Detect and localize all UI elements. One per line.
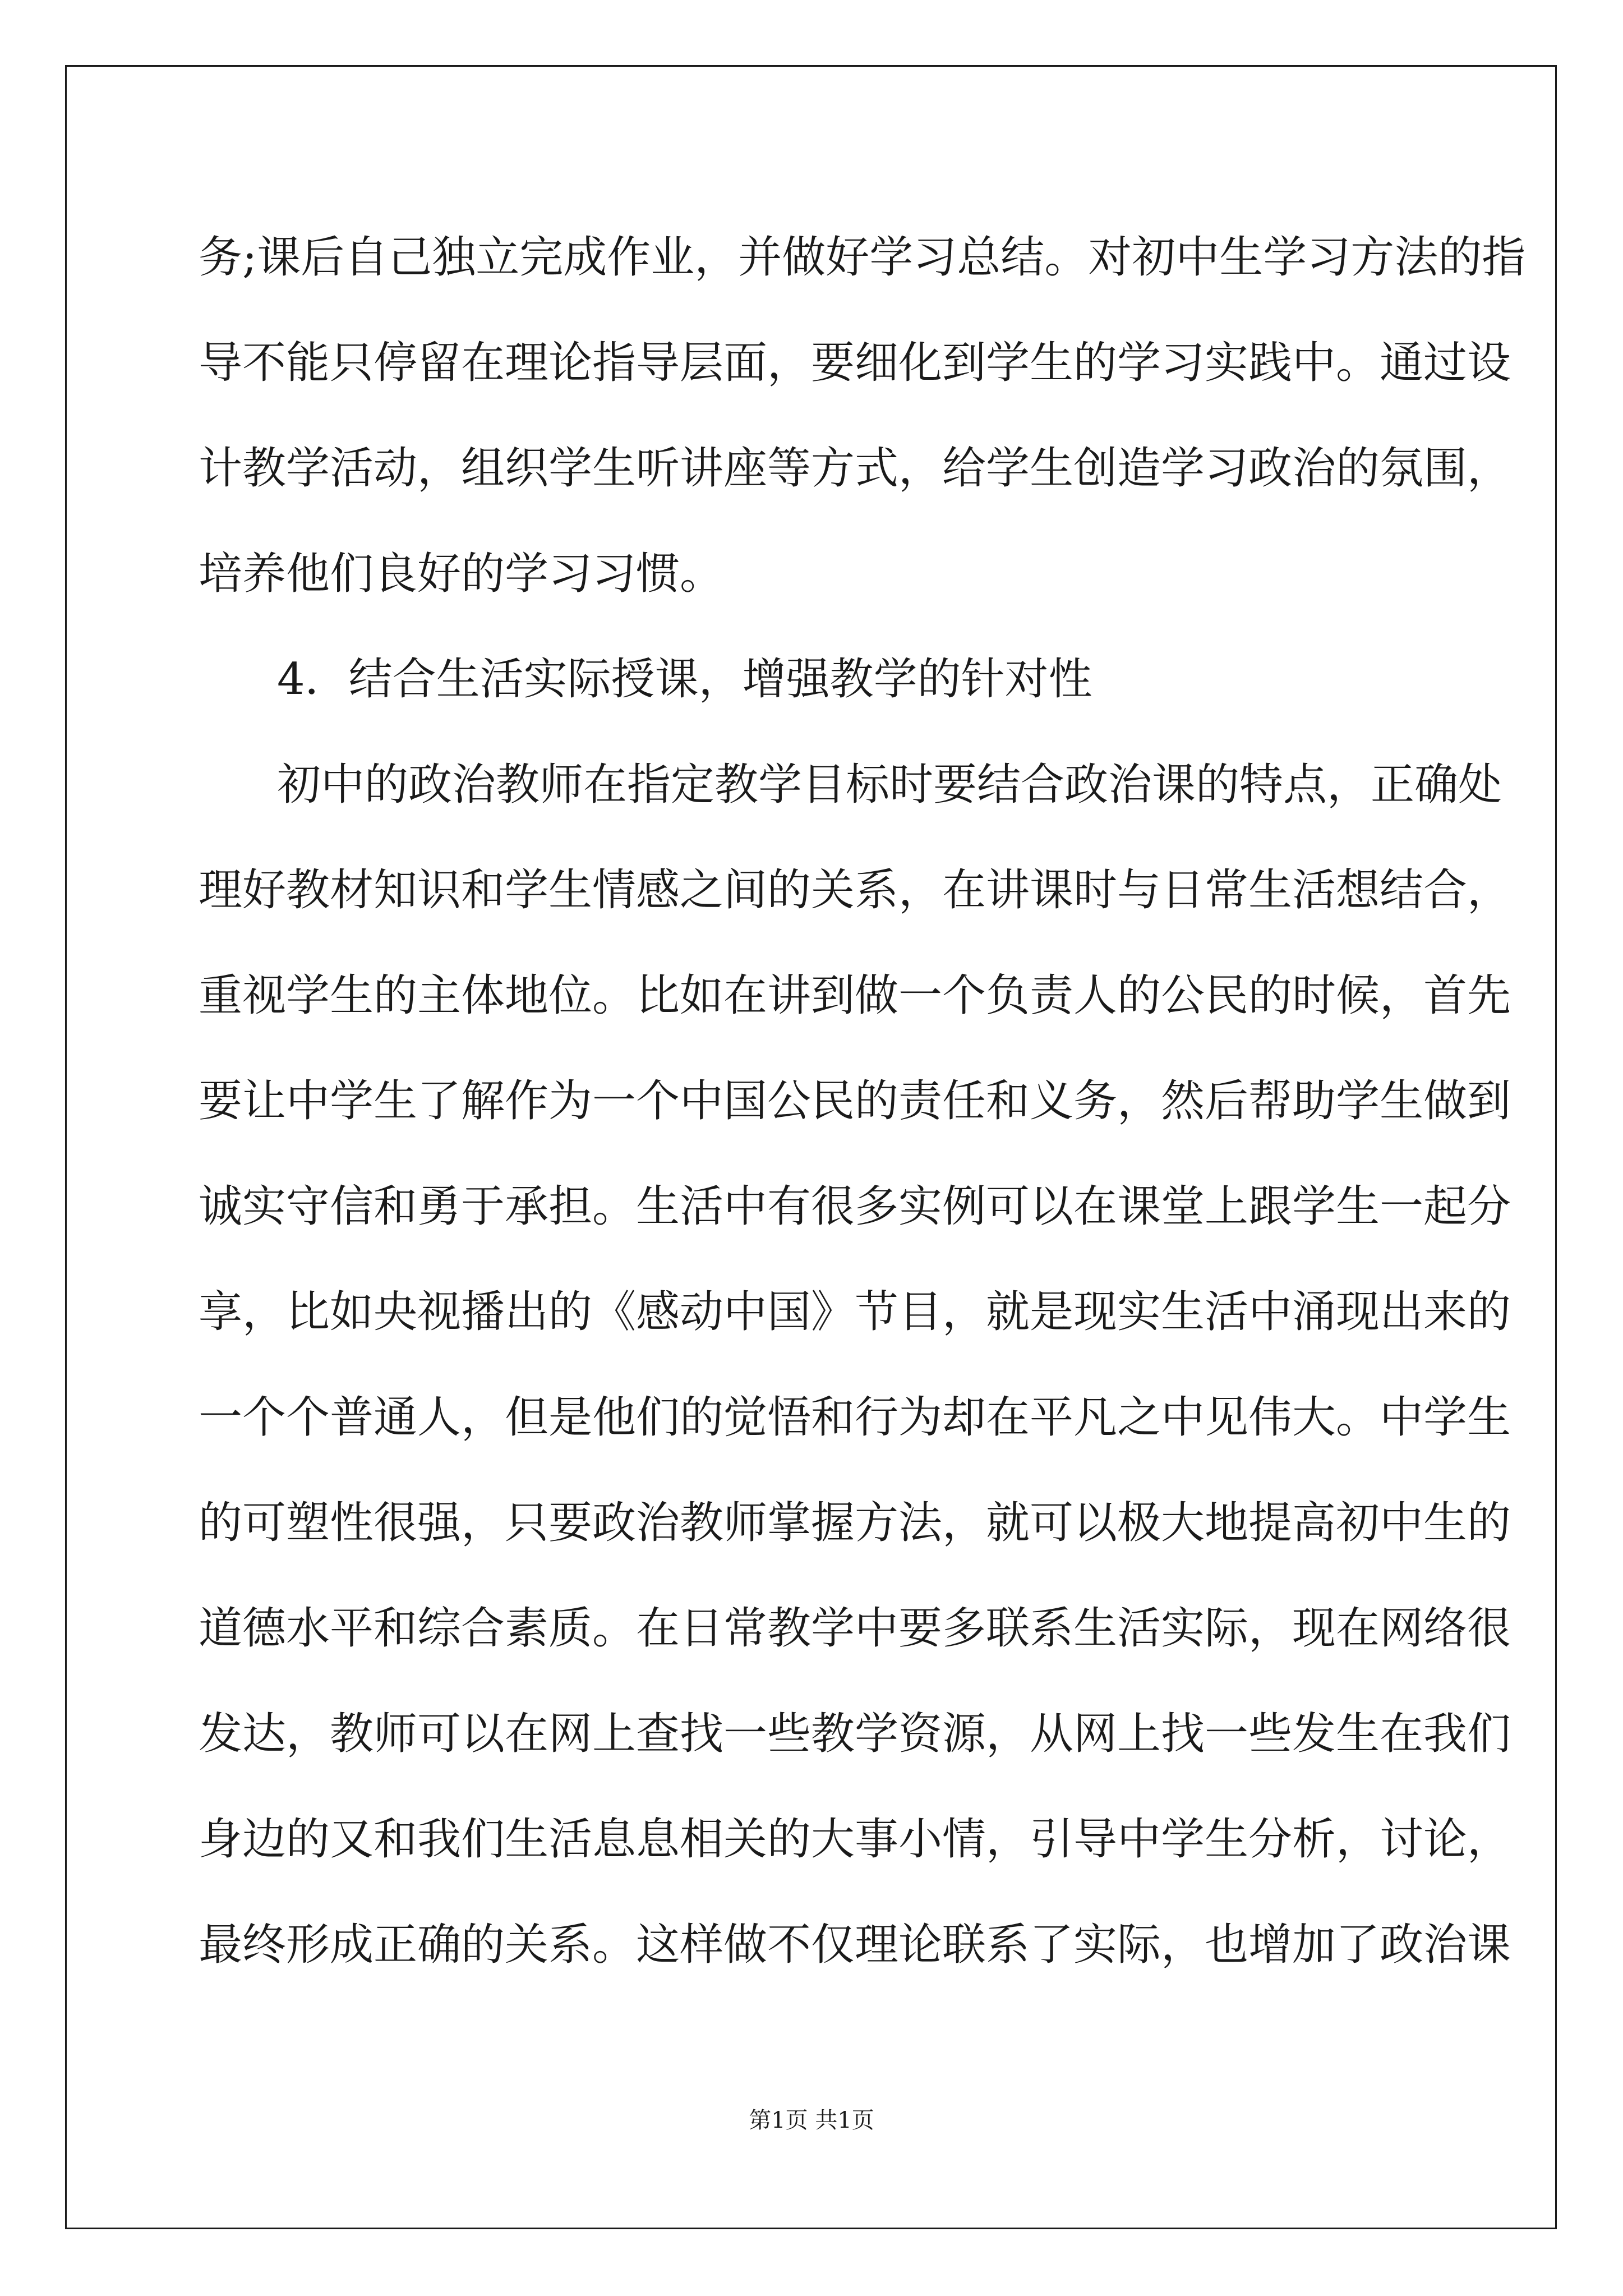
paragraph-line: 初中的政治教师在指定教学目标时要结合政治课的特点，正确处 bbox=[277, 760, 1502, 810]
paragraph-line: 务;课后自己独立完成作业，并做好学习总结。对初中生学习方法的指 bbox=[199, 232, 1526, 283]
paragraph-line: 最终形成正确的关系。这样做不仅理论联系了实际，也增加了政治课 bbox=[199, 1920, 1511, 1970]
paragraph-line: 诚实守信和勇于承担。生活中有很多实例可以在课堂上跟学生一起分 bbox=[199, 1181, 1511, 1232]
paragraph-line: 重视学生的主体地位。比如在讲到做一个负责人的公民的时候，首先 bbox=[199, 970, 1511, 1021]
document-body bbox=[199, 205, 1526, 1998]
paragraph-line: 培养他们良好的学习习惯。 bbox=[199, 549, 724, 599]
paragraph-line: 一个个普通人，但是他们的觉悟和行为却在平凡之中见伟大。中学生 bbox=[199, 1392, 1511, 1443]
paragraph-line: 享，比如央视播出的《感动中国》节目，就是现实生活中涌现出来的 bbox=[199, 1287, 1511, 1337]
paragraph-line: 道德水平和综合素质。在日常教学中要多联系生活实际，现在网络很 bbox=[199, 1603, 1511, 1654]
paragraph-line: 的可塑性很强，只要政治教师掌握方法，就可以极大地提高初中生的 bbox=[199, 1498, 1511, 1548]
paragraph-line: 身边的又和我们生活息息相关的大事小情，引导中学生分析，讨论， bbox=[199, 1814, 1511, 1865]
page-footer: 第1页 共1页 bbox=[749, 2108, 874, 2133]
paragraph-line: 导不能只停留在理论指导层面，要细化到学生的学习实践中。通过设 bbox=[199, 338, 1511, 388]
section-heading: 4．结合生活实际授课，增强教学的针对性 bbox=[277, 654, 1092, 705]
paragraph-line: 发达，教师可以在网上查找一些教学资源，从网上找一些发生在我们 bbox=[199, 1709, 1511, 1759]
paragraph-line: 计教学活动，组织学生听讲座等方式，给学生创造学习政治的氛围， bbox=[199, 443, 1511, 494]
paragraph-line: 要让中学生了解作为一个中国公民的责任和义务，然后帮助学生做到 bbox=[199, 1076, 1511, 1126]
paragraph-line: 理好教材知识和学生情感之间的关系，在讲课时与日常生活想结合， bbox=[199, 865, 1511, 915]
